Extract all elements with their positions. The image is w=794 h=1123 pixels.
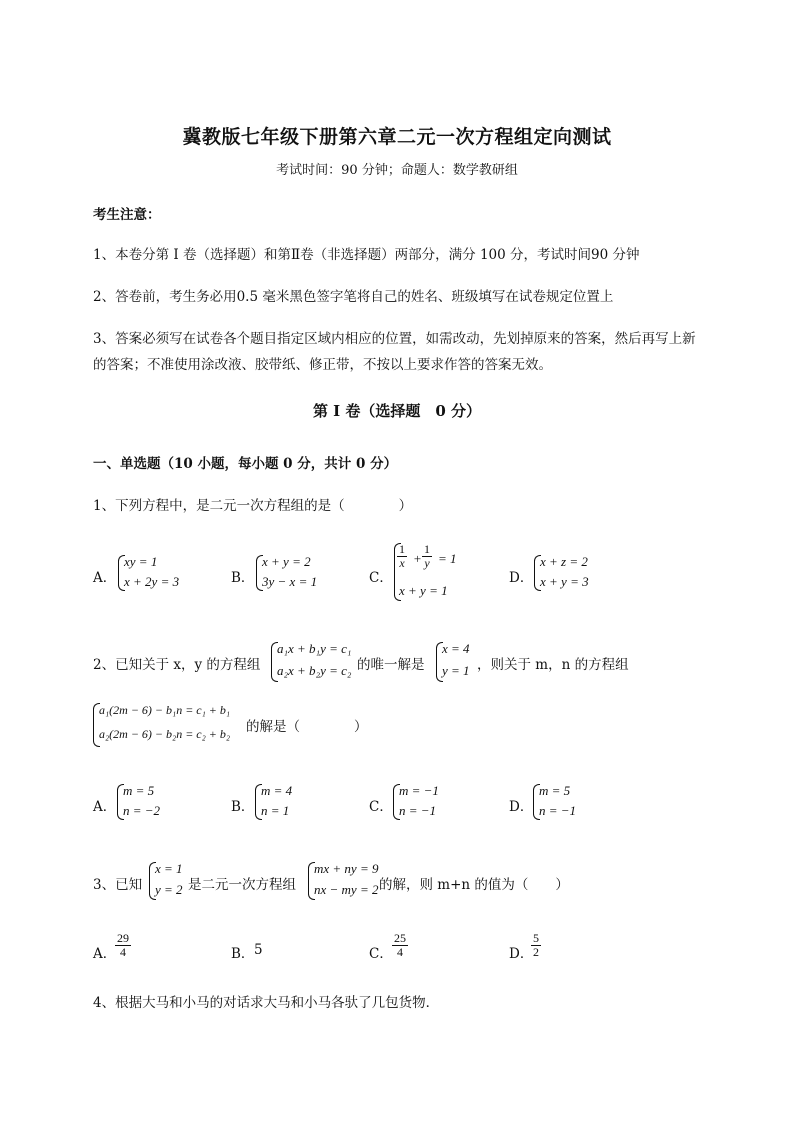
equation: a₂(2m − 6) − b₂n = c₂ + b₂ (99, 727, 231, 741)
fraction: $\frac{29}{4}$ (117, 931, 129, 959)
stem-text: 的解，则 m+n 的值为（ ） (379, 877, 569, 893)
equation: x + y = 3 (540, 574, 589, 589)
option-label: B． (231, 799, 255, 815)
stem-text: 是二元一次方程组 (188, 877, 296, 893)
fraction: $\frac{25}{4}$ (394, 931, 406, 959)
option-label: B． (231, 946, 255, 962)
question-1-stem: 1、下列方程中，是二元一次方程组的是（ ） (93, 498, 413, 514)
equation: m = 4 (261, 783, 293, 798)
option-label: C． (369, 946, 393, 962)
equation: = 1 (438, 551, 457, 566)
section-1-title: 一、单选题（10 小题，每小题 0 分，共计 0 分） (93, 456, 398, 472)
equation: x = 1 (155, 861, 183, 876)
stem-text: 3、已知 (93, 877, 143, 893)
option-label: D． (509, 946, 534, 962)
equation: xy = 1 (124, 554, 158, 569)
equation: 3y − x = 1 (262, 574, 318, 589)
option-label: D． (509, 799, 534, 815)
equation: m = 5 (539, 783, 571, 798)
fraction: $\frac{5}{2}$ (533, 931, 539, 959)
question-4-stem: 4、根据大马和小马的对话求大马和小马各驮了几包货物． (93, 995, 440, 1011)
equation: m = −1 (399, 783, 439, 798)
option-label: A． (93, 570, 117, 586)
equation: x + y = 2 (262, 554, 311, 569)
option-value: 5 (254, 942, 263, 958)
stem-text: ，则关于 m，n 的方程组 (477, 657, 629, 673)
notice-item-1: 1、本卷分第 I 卷（选择题）和第Ⅱ卷（非选择题）两部分，满分 100 分，考试时间90 分钟 (93, 247, 640, 263)
notice-item-3-cont: 的答案；不准使用涂改液、胶带纸、修正带，不按以上要求作答的答案无效。 (93, 357, 552, 373)
option-label: C． (369, 570, 393, 586)
notice-heading: 考生注意： (93, 207, 161, 223)
stem-text: 的唯一解是 (357, 657, 425, 673)
equation: y = 2 (155, 882, 183, 897)
equation: y = 1 (442, 663, 470, 678)
equation: a₂x + b₂y = c₂ (277, 663, 352, 678)
equation: nx − my = 2 (314, 882, 379, 897)
stem-text: 2、已知关于 x，y 的方程组 (93, 657, 261, 673)
option-label: D． (509, 570, 534, 586)
fraction: $\frac{1}{x}$ (399, 542, 405, 570)
equation: mx + ny = 9 (314, 861, 379, 876)
equation: x = 4 (442, 641, 470, 656)
equation: n = 1 (261, 803, 290, 818)
equation: a₁x + b₁y = c₁ (277, 641, 352, 656)
page-title: 冀教版七年级下册第六章二元一次方程组定向测试 (182, 126, 612, 148)
equation: a₁(2m − 6) − b₁n = c₁ + b₁ (99, 703, 231, 717)
notice-item-3: 3、答案必须写在试卷各个题目指定区域内相应的位置，如需改动，先划掉原来的答案，然后再写上新 (93, 331, 696, 347)
fraction: $\frac{1}{y}$ (424, 542, 430, 570)
exam-info: 考试时间：90 分钟；命题人：数学教研组 (276, 163, 518, 178)
equation: n = −1 (539, 803, 577, 818)
notice-item-2: 2、答卷前，考生务必用0.5 毫米黑色签字笔将自己的姓名、班级填写在试卷规定位置上 (93, 289, 614, 305)
plus-sign: + (413, 551, 422, 566)
equation: m = 5 (123, 783, 155, 798)
equation: x + 2y = 3 (124, 574, 180, 589)
option-label: A． (93, 946, 117, 962)
equation: x + z = 2 (540, 554, 588, 569)
part-1-title: 第 I 卷（选择题 0 分） (312, 402, 482, 420)
option-label: B． (231, 570, 255, 586)
option-label: C． (369, 799, 393, 815)
equation: n = −1 (399, 803, 437, 818)
equation: x + y = 1 (399, 583, 448, 598)
equation: n = −2 (123, 803, 161, 818)
option-label: A． (93, 799, 117, 815)
stem-text: 的解是（ ） (246, 719, 368, 735)
